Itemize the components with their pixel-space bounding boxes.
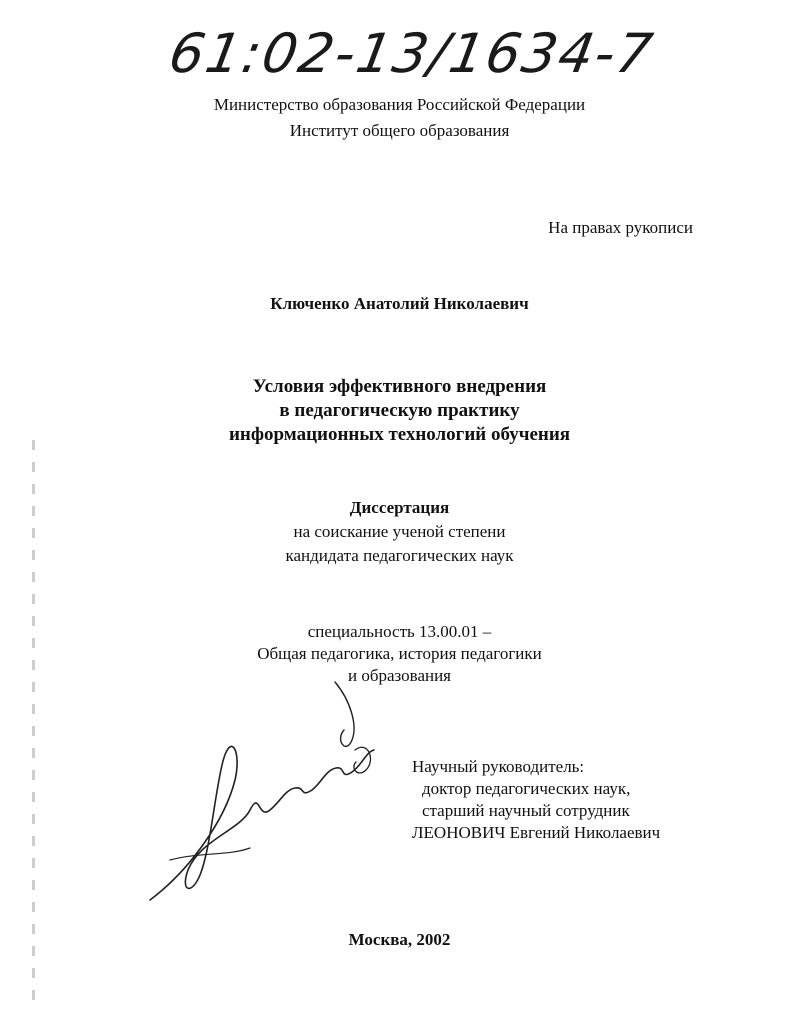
supervisor-block bbox=[412, 756, 660, 844]
degree-type: Диссертация bbox=[349, 498, 450, 517]
title-line-1: Условия эффективного внедрения bbox=[252, 376, 547, 397]
ministry-line: Министерство образования Российской Федерации bbox=[213, 95, 586, 114]
supervisor-position: старший научный сотрудник bbox=[422, 801, 630, 820]
handwritten-signature bbox=[130, 670, 400, 920]
degree-line-2: кандидата педагогических наук bbox=[285, 546, 514, 565]
title-line-3: информационных технологий обучения bbox=[228, 424, 571, 445]
author-name: Ключенко Анатолий Николаевич bbox=[270, 294, 529, 313]
specialty-line-3: и образования bbox=[347, 666, 452, 685]
supervisor-degree: доктор педагогических наук, bbox=[422, 779, 631, 798]
degree-line-1: на соискание ученой степени bbox=[293, 522, 506, 541]
institute-line: Институт общего образования bbox=[289, 121, 510, 140]
manuscript-rights-note: На правах рукописи bbox=[548, 218, 693, 237]
title-line-2: в педагогическую практику bbox=[279, 400, 520, 421]
supervisor-name: ЛЕОНОВИЧ Евгений Николаевич bbox=[412, 823, 661, 842]
archive-code-handwritten: 61:02-13/1634-7 bbox=[164, 22, 659, 85]
place-and-year: Москва, 2002 bbox=[348, 930, 451, 949]
specialty-line-1: специальность 13.00.01 – bbox=[307, 622, 492, 641]
specialty-line-2: Общая педагогика, история педагогики bbox=[257, 644, 542, 663]
supervisor-label: Научный руководитель: bbox=[412, 757, 585, 776]
